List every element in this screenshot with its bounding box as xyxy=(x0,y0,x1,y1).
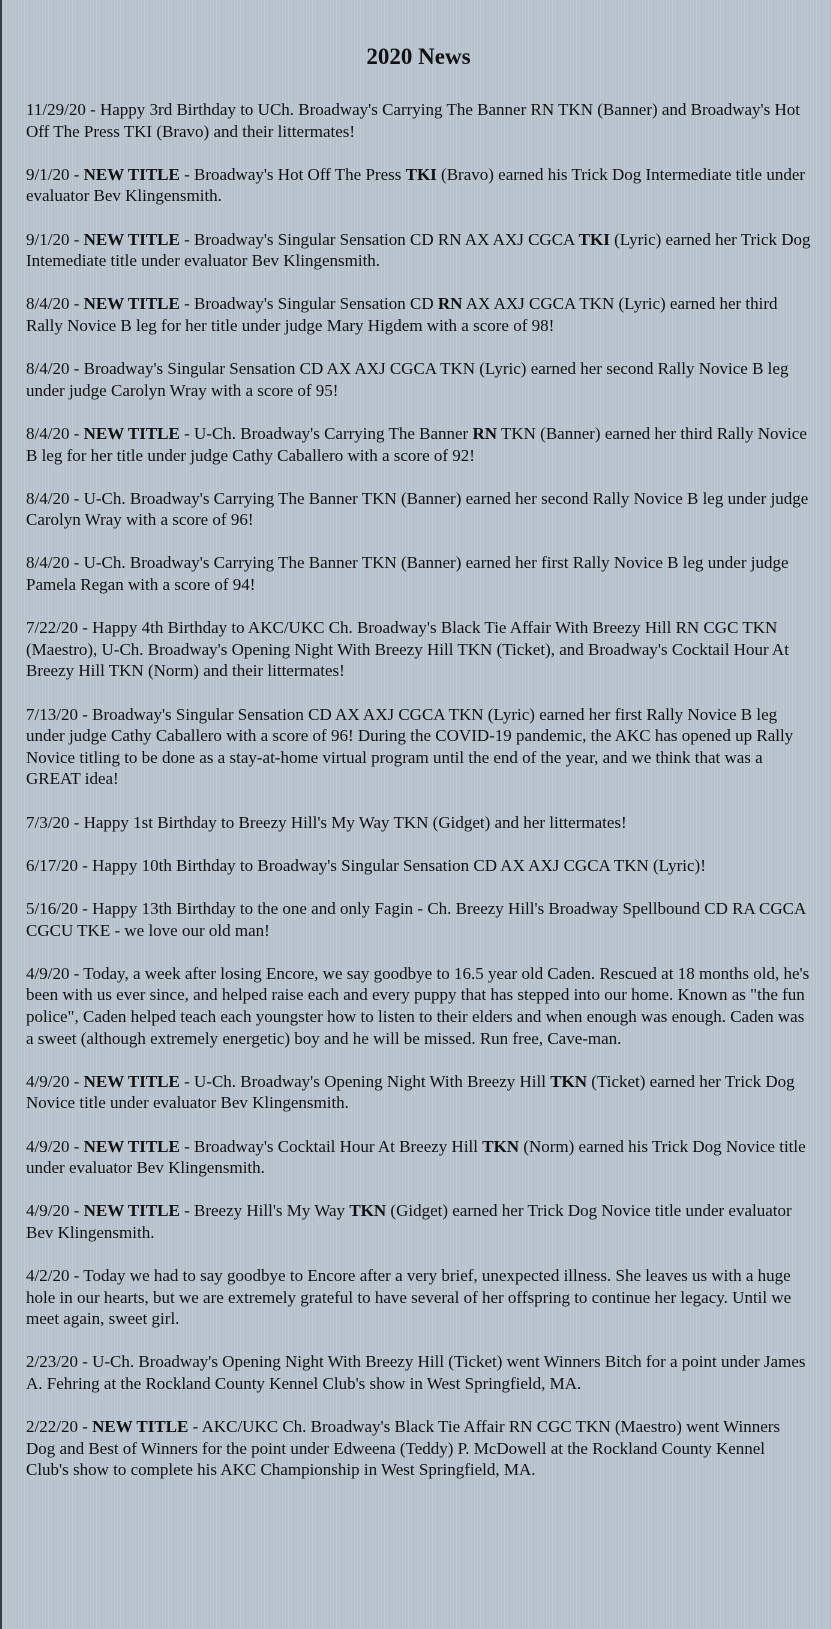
news-page xyxy=(2,0,831,1481)
news-entry xyxy=(26,704,811,790)
entry-text: 4/2/20 - Today we had to say goodbye to Encore after a very brief, unexpected illness. She leaves us with a huge hole in our hearts, but we are extremely grateful to have several of her offspring to continue her legacy. Until we meet again, sweet girl. xyxy=(26,1266,792,1329)
entry-text: 9/1/20 - xyxy=(26,229,84,249)
entry-text: TKN (Banner) earned her third Rally Novice B leg for her title under judge Cathy Caballero with a score of 92! xyxy=(26,423,807,465)
news-entry xyxy=(26,99,811,142)
bold-text: NEW TITLE xyxy=(92,1417,189,1437)
bold-text: NEW TITLE xyxy=(83,1201,180,1221)
entry-text: AX AXJ CGCA TKN (Lyric) earned her third Rally Novice B leg for her title under judge Mary Higdem with a score of 98! xyxy=(26,294,778,335)
entry-text: - Broadway's Singular Sensation CD RN AX AXJ CGCA xyxy=(179,229,579,249)
bold-text: TKN xyxy=(349,1201,387,1221)
news-entry xyxy=(26,855,811,877)
bold-text: TKN xyxy=(482,1136,520,1156)
entry-text: 7/22/20 - Happy 4th Birthday to AKC/UKC Ch. Broadway's Black Tie Affair With Breezy Hill RN CGC TKN (Maestro), U-Ch. Broadway's Opening Night With Breezy Hill TKN (Ticket), and Broadway's Cocktail Hour At Breezy Hill TKN (Norm) and their littermates! xyxy=(26,618,789,681)
entry-text: (Bravo) earned his Trick Dog Intermediate title under evaluator Bev Klingensmith. xyxy=(26,164,806,206)
news-entry xyxy=(26,898,811,941)
entry-text: 8/4/20 - U-Ch. Broadway's Carrying The Banner TKN (Banner) earned her second Rally Novice B leg under judge Carolyn Wray with a score of 96! xyxy=(26,488,809,530)
entry-text: 2/22/20 - xyxy=(26,1417,93,1437)
news-entry xyxy=(26,423,811,466)
entry-text: 8/4/20 - U-Ch. Broadway's Carrying The Banner TKN (Banner) earned her first Rally Novice B leg under judge Pamela Regan with a score of 94! xyxy=(26,553,789,595)
entry-text: 6/17/20 - Happy 10th Birthday to Broadway's Singular Sensation CD AX AXJ CGCA TKN (Lyric)! xyxy=(26,855,706,875)
entry-text: - Broadway's Singular Sensation CD xyxy=(179,294,438,314)
bold-text: RN xyxy=(472,423,498,443)
entry-text: 8/4/20 - xyxy=(26,423,84,443)
news-entry xyxy=(26,1136,811,1179)
entry-text: (Norm) earned his Trick Dog Novice title under evaluator Bev Klingensmith. xyxy=(26,1136,806,1178)
news-entry xyxy=(26,1351,811,1394)
bold-text: NEW TITLE xyxy=(83,229,180,249)
bold-text: NEW TITLE xyxy=(83,1136,180,1156)
entry-text: 4/9/20 - xyxy=(26,1201,84,1221)
entry-text: 7/3/20 - Happy 1st Birthday to Breezy Hill's My Way TKN (Gidget) and her littermates! xyxy=(26,812,627,832)
bold-text: NEW TITLE xyxy=(83,1071,180,1091)
news-entry xyxy=(26,1416,811,1481)
entry-text: 11/29/20 - Happy 3rd Birthday to UCh. Broadway's Carrying The Banner RN TKN (Banner) and Broadway's Hot Off The Press TKI (Bravo) and their littermates! xyxy=(26,100,800,141)
entry-text: (Lyric) earned her Trick Dog Intemediate title under evaluator Bev Klingensmith. xyxy=(26,229,811,271)
news-entry xyxy=(26,293,811,336)
entry-text: 7/13/20 - Broadway's Singular Sensation CD AX AXJ CGCA TKN (Lyric) earned her first Rally Novice B leg under judge Cathy Caballero with a score of 96! During the COVID-19 pandemic, the AKC has opened up Rally Novice titling to be done as a stay-at-home virtual program until the end of the year, and we think that was a GREAT idea! xyxy=(26,704,794,789)
entry-text: 9/1/20 - xyxy=(26,164,84,184)
bold-text: TKN xyxy=(550,1071,588,1091)
news-entry xyxy=(26,617,811,682)
news-entry xyxy=(26,488,811,531)
news-entry xyxy=(26,1200,811,1243)
bold-text: NEW TITLE xyxy=(83,294,180,314)
news-entry xyxy=(26,552,811,595)
bold-text: TKI xyxy=(578,229,610,249)
entry-text: 4/9/20 - xyxy=(26,1136,84,1156)
entry-text: 2/23/20 - U-Ch. Broadway's Opening Night With Breezy Hill (Ticket) went Winners Bitch for a point under James A. Fehring at the Rockland County Kennel Club's show in West Springfield, MA. xyxy=(26,1352,806,1394)
entry-text: 8/4/20 - xyxy=(26,294,84,314)
entry-text: - Broadway's Cocktail Hour At Breezy Hill xyxy=(179,1136,483,1156)
news-entry xyxy=(26,1071,811,1114)
news-list xyxy=(26,99,811,1481)
bold-text: NEW TITLE xyxy=(83,164,180,184)
entry-text: (Gidget) earned her Trick Dog Novice title under evaluator Bev Klingensmith. xyxy=(26,1201,792,1242)
entry-text: - U-Ch. Broadway's Opening Night With Breezy Hill xyxy=(179,1071,551,1091)
page-title: 2020 News xyxy=(366,44,471,69)
bold-text: NEW TITLE xyxy=(83,423,180,443)
news-entry xyxy=(26,1265,811,1330)
news-entry xyxy=(26,812,811,834)
news-entry xyxy=(26,229,811,272)
entry-text: 8/4/20 - Broadway's Singular Sensation CD AX AXJ CGCA TKN (Lyric) earned her second Rally Novice B leg under judge Carolyn Wray with a score of 95! xyxy=(26,359,789,400)
bold-text: RN xyxy=(437,294,463,314)
bold-text: TKI xyxy=(405,164,437,184)
entry-text: (Ticket) earned her Trick Dog Novice title under evaluator Bev Klingensmith. xyxy=(26,1071,795,1113)
entry-text: 4/9/20 - xyxy=(26,1071,84,1091)
entry-text: - Breezy Hill's My Way xyxy=(179,1201,350,1221)
news-entry xyxy=(26,963,811,1049)
entry-text: - AKC/UKC Ch. Broadway's Black Tie Affair RN CGC TKN (Maestro) went Winners Dog and Best of Winners for the point under Edweena (Teddy) P. McDowell at the Rockland County Kennel Club's show to complete his AKC Championship in West Springfield, MA. xyxy=(26,1417,781,1480)
news-entry xyxy=(26,164,811,207)
entry-text: 4/9/20 - Today, a week after losing Encore, we say goodbye to 16.5 year old Caden. Rescued at 18 months old, he's been with us ever since, and helped raise each and every puppy that has stepped into our home. Known as "the fun police", Caden helped teach each youngster how to listen to their elders and when enough was enough. Caden was a sweet (although extremely energetic) boy and he will be missed. Run free, Cave-man. xyxy=(26,963,810,1048)
news-entry xyxy=(26,358,811,401)
entry-text: - Broadway's Hot Off The Press xyxy=(179,164,406,184)
entry-text: 5/16/20 - Happy 13th Birthday to the one and only Fagin - Ch. Breezy Hill's Broadway Spellbound CD RA CGCA CGCU TKE - we love our old man! xyxy=(26,898,806,940)
entry-text: - U-Ch. Broadway's Carrying The Banner xyxy=(179,423,473,443)
